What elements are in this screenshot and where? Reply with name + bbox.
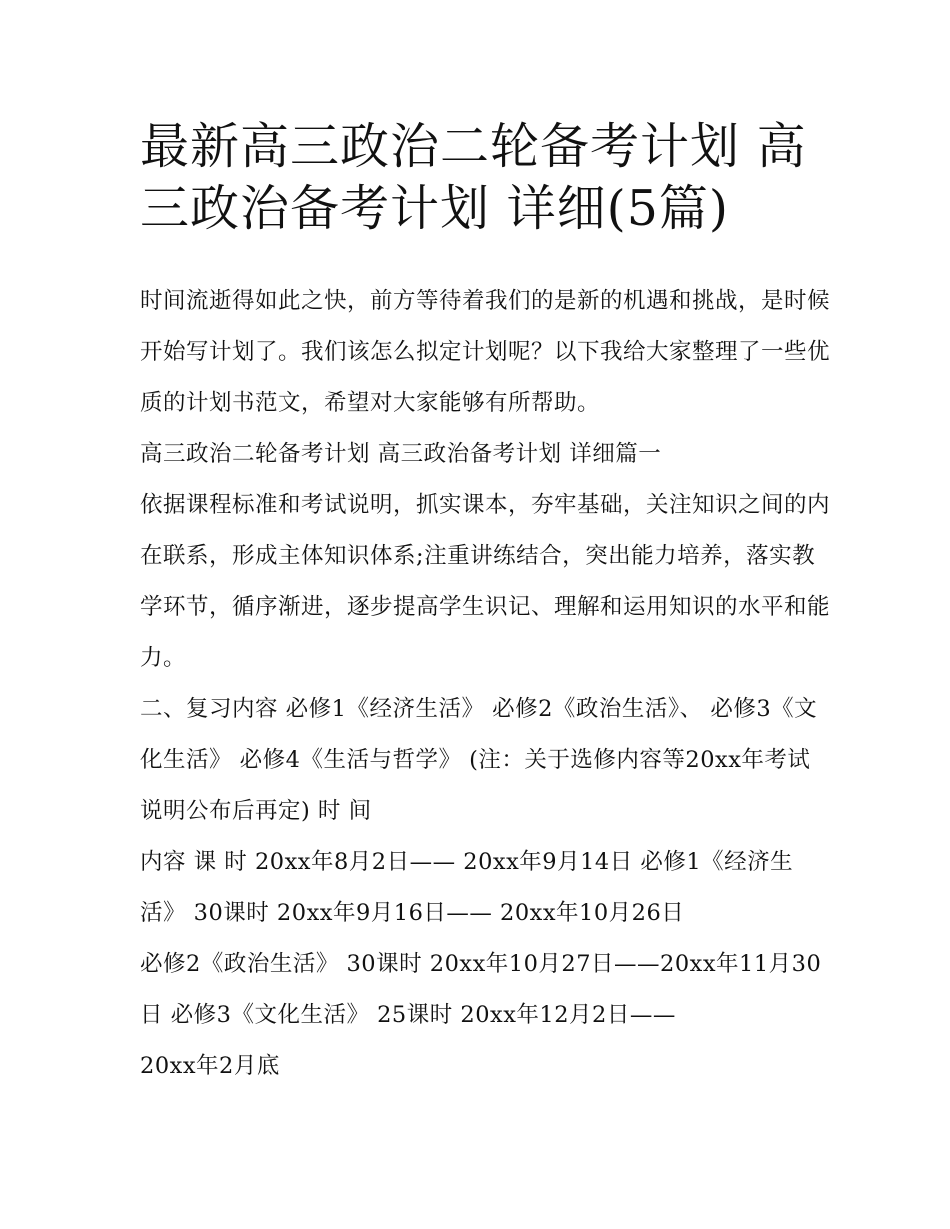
- intro-paragraph: 时间流逝得如此之快，前方等待着我们的是新的机遇和挑战，是时候开始写计划了。我们该怎么拟定计划呢？以下我给大家整理了一些优质的计划书范文，希望对大家能够有所帮助。: [140, 288, 831, 416]
- section-heading: 高三政治二轮备考计划 高三政治备考计划 详细篇一: [140, 441, 662, 467]
- schedule-line-3: 20xx年2月底: [140, 1053, 280, 1079]
- document-body: [140, 276, 830, 1092]
- document-title: 最新高三政治二轮备考计划 高三政治备考计划 详细(5篇): [140, 118, 807, 237]
- schedule-line-2: 必修2《政治生活》 30课时 20xx年10月27日——20xx年11月30日 必修3《文化生活》 25课时 20xx年12月2日——: [140, 951, 822, 1028]
- schedule-line-1: 内容 课 时 20xx年8月2日—— 20xx年9月14日 必修1《经济生活》 30课时 20xx年9月16日—— 20xx年10月26日: [140, 849, 794, 926]
- review-content-paragraph: 二、复习内容 必修1《经济生活》 必修2《政治生活》、 必修3《文化生活》 必修4《生活与哲学》 (注：关于选修内容等20xx年考试说明公布后再定) 时 间: [140, 696, 818, 824]
- guideline-paragraph: 依据课程标准和考试说明，抓实课本，夯牢基础，关注知识之间的内在联系，形成主体知识体系;注重讲练结合，突出能力培养，落实教学环节，循序渐进，逐步提高学生识记、理解和运用知识的水平和能力。: [140, 492, 831, 671]
